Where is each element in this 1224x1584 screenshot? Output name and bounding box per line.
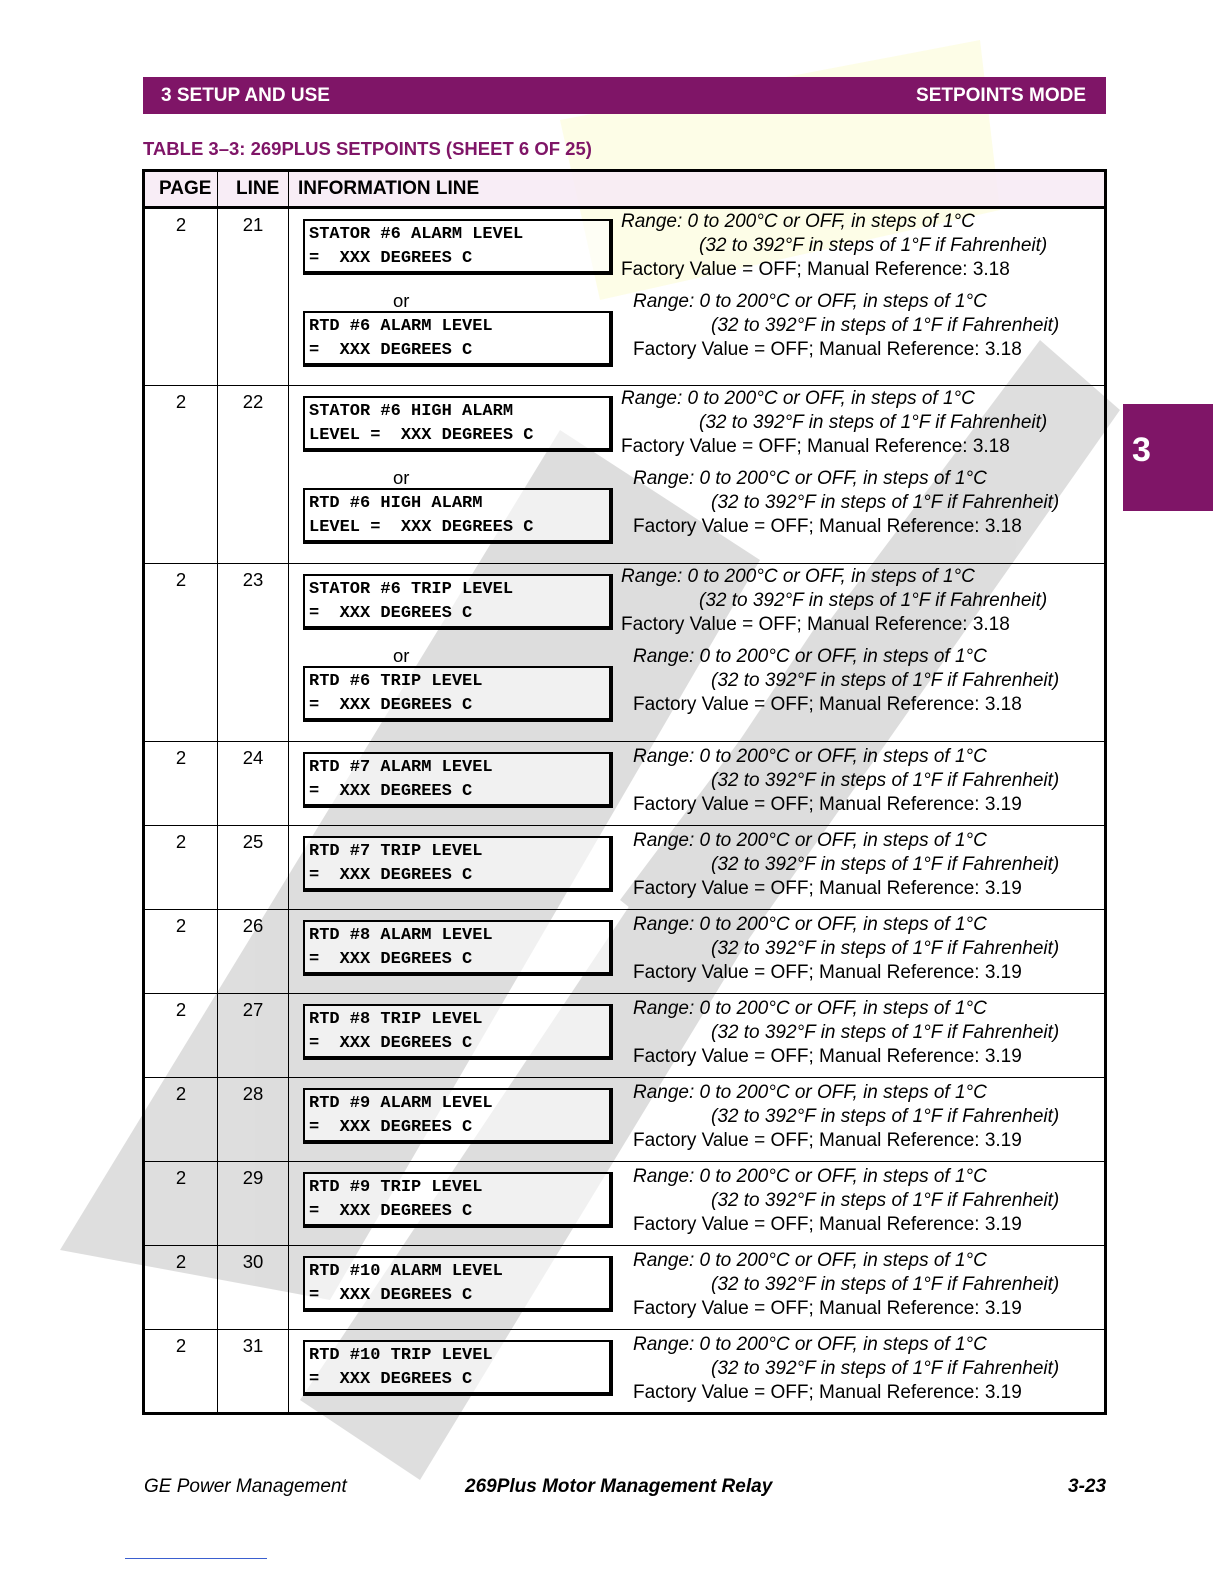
page-cell: 2 — [144, 994, 218, 1078]
fahrenheit-range-text: (32 to 392°F in steps of 1°F if Fahrenheit) — [711, 1106, 1060, 1127]
table-row — [144, 564, 1106, 742]
page-cell: 2 — [144, 386, 218, 564]
lcd-display-message — [303, 1088, 613, 1144]
lcd-line-1: RTD #10 TRIP LEVEL — [309, 1346, 493, 1365]
factory-value-text: Factory Value = OFF; Manual Reference: 3.18 — [621, 614, 1010, 635]
information-cell — [289, 742, 1106, 826]
setpoint-entry — [289, 646, 1104, 722]
lcd-line-1: RTD #8 TRIP LEVEL — [309, 1010, 483, 1029]
setpoint-entry — [289, 564, 1104, 637]
range-text: Range: 0 to 200°C or OFF, in steps of 1°C — [621, 388, 975, 409]
lcd-line-2: = XXX DEGREES C — [309, 1370, 473, 1389]
factory-value-text: Factory Value = OFF; Manual Reference: 3.19 — [633, 794, 1022, 815]
page-cell: 2 — [144, 1162, 218, 1246]
page-cell: 2 — [144, 208, 218, 386]
lcd-line-1: RTD #7 TRIP LEVEL — [309, 842, 483, 861]
information-cell — [289, 826, 1106, 910]
information-cell — [289, 994, 1106, 1078]
setpoint-description — [633, 1246, 1059, 1321]
information-cell — [289, 1246, 1106, 1330]
fahrenheit-range-text: (32 to 392°F in steps of 1°F if Fahrenheit) — [711, 770, 1060, 791]
setpoint-description — [633, 466, 1059, 539]
setpoint-entry — [289, 826, 1104, 901]
lcd-line-2: LEVEL = XXX DEGREES C — [309, 518, 534, 537]
information-cell — [289, 564, 1106, 742]
range-text: Range: 0 to 200°C or OFF, in steps of 1°C — [633, 830, 987, 851]
table-row — [144, 1162, 1106, 1246]
or-separator: or — [393, 290, 410, 311]
lcd-line-1: RTD #6 TRIP LEVEL — [309, 672, 483, 691]
table-row — [144, 994, 1106, 1078]
setpoint-entry — [289, 468, 1104, 544]
lcd-line-1: RTD #9 ALARM LEVEL — [309, 1094, 493, 1113]
factory-value-text: Factory Value = OFF; Manual Reference: 3.19 — [633, 1046, 1022, 1067]
lcd-line-1: RTD #7 ALARM LEVEL — [309, 758, 493, 777]
setpoint-description — [633, 644, 1059, 717]
fahrenheit-range-text: (32 to 392°F in steps of 1°F if Fahrenheit) — [711, 1358, 1060, 1379]
lcd-line-2: = XXX DEGREES C — [309, 866, 473, 885]
line-cell: 24 — [218, 742, 289, 826]
lcd-display-message — [303, 836, 613, 892]
table-row — [144, 826, 1106, 910]
lcd-line-2: = XXX DEGREES C — [309, 1034, 473, 1053]
lcd-line-1: RTD #6 ALARM LEVEL — [309, 317, 493, 336]
footer-company: GE Power Management — [144, 1476, 347, 1497]
range-text: Range: 0 to 200°C or OFF, in steps of 1°C — [633, 914, 987, 935]
column-header-line: LINE — [218, 171, 289, 208]
fahrenheit-range-text: (32 to 392°F in steps of 1°F if Fahrenheit) — [711, 492, 1060, 513]
lcd-display-message — [303, 920, 613, 976]
setpoint-entry — [289, 1162, 1104, 1237]
range-text: Range: 0 to 200°C or OFF, in steps of 1°C — [633, 1250, 987, 1271]
line-cell: 28 — [218, 1078, 289, 1162]
fahrenheit-range-text: (32 to 392°F in steps of 1°F if Fahrenheit) — [711, 315, 1060, 336]
factory-value-text: Factory Value = OFF; Manual Reference: 3.19 — [633, 1214, 1022, 1235]
setpoint-entry — [289, 1078, 1104, 1153]
lcd-display-message — [303, 666, 613, 722]
range-text: Range: 0 to 200°C or OFF, in steps of 1°C — [633, 291, 987, 312]
section-header-bar — [143, 77, 1106, 114]
factory-value-text: Factory Value = OFF; Manual Reference: 3.19 — [633, 962, 1022, 983]
line-cell: 29 — [218, 1162, 289, 1246]
information-cell — [289, 1330, 1106, 1414]
setpoint-description — [633, 1330, 1059, 1405]
lcd-line-2: = XXX DEGREES C — [309, 604, 473, 623]
fahrenheit-range-text: (32 to 392°F in steps of 1°F if Fahrenheit) — [711, 938, 1060, 959]
link-underline — [125, 1558, 267, 1559]
line-cell: 31 — [218, 1330, 289, 1414]
lcd-display-message — [303, 219, 613, 275]
lcd-display-message — [303, 752, 613, 808]
page-cell: 2 — [144, 910, 218, 994]
range-text: Range: 0 to 200°C or OFF, in steps of 1°C — [633, 998, 987, 1019]
lcd-line-2: = XXX DEGREES C — [309, 1202, 473, 1221]
column-header-info: INFORMATION LINE — [289, 171, 1106, 208]
setpoint-entry — [289, 291, 1104, 367]
range-text: Range: 0 to 200°C or OFF, in steps of 1°C — [633, 1082, 987, 1103]
setpoint-description — [633, 910, 1059, 985]
lcd-display-message — [303, 1340, 613, 1396]
setpoint-entry — [289, 910, 1104, 985]
lcd-line-2: = XXX DEGREES C — [309, 1286, 473, 1305]
setpoints-table — [142, 169, 1107, 1415]
section-title: 3 SETUP AND USE — [161, 84, 330, 106]
lcd-display-message — [303, 311, 613, 367]
setpoint-description — [621, 564, 1047, 637]
setpoint-description — [633, 1162, 1059, 1237]
footer-product: 269Plus Motor Management Relay — [465, 1476, 773, 1497]
lcd-display-message — [303, 396, 613, 452]
factory-value-text: Factory Value = OFF; Manual Reference: 3.18 — [633, 694, 1022, 715]
lcd-line-2: LEVEL = XXX DEGREES C — [309, 426, 534, 445]
factory-value-text: Factory Value = OFF; Manual Reference: 3.19 — [633, 1382, 1022, 1403]
table-row — [144, 208, 1106, 386]
table-row — [144, 386, 1106, 564]
information-cell — [289, 208, 1106, 386]
lcd-line-1: STATOR #6 TRIP LEVEL — [309, 580, 514, 599]
range-text: Range: 0 to 200°C or OFF, in steps of 1°C — [633, 468, 987, 489]
lcd-line-1: RTD #6 HIGH ALARM — [309, 494, 483, 513]
setpoint-description — [633, 994, 1059, 1069]
page-cell: 2 — [144, 1330, 218, 1414]
lcd-line-1: RTD #10 ALARM LEVEL — [309, 1262, 503, 1281]
fahrenheit-range-text: (32 to 392°F in steps of 1°F if Fahrenheit) — [699, 235, 1048, 256]
chapter-tab: 3 — [1123, 404, 1213, 511]
setpoint-description — [633, 826, 1059, 901]
line-cell: 22 — [218, 386, 289, 564]
page-cell: 2 — [144, 1246, 218, 1330]
setpoint-entry — [289, 994, 1104, 1069]
fahrenheit-range-text: (32 to 392°F in steps of 1°F if Fahrenheit) — [711, 670, 1060, 691]
lcd-display-message — [303, 1172, 613, 1228]
fahrenheit-range-text: (32 to 392°F in steps of 1°F if Fahrenheit) — [699, 590, 1048, 611]
page-cell: 2 — [144, 826, 218, 910]
line-cell: 30 — [218, 1246, 289, 1330]
fahrenheit-range-text: (32 to 392°F in steps of 1°F if Fahrenheit) — [699, 412, 1048, 433]
line-cell: 21 — [218, 208, 289, 386]
line-cell: 23 — [218, 564, 289, 742]
line-cell: 25 — [218, 826, 289, 910]
line-cell: 27 — [218, 994, 289, 1078]
table-row — [144, 1330, 1106, 1414]
lcd-line-2: = XXX DEGREES C — [309, 782, 473, 801]
lcd-line-1: STATOR #6 HIGH ALARM — [309, 402, 514, 421]
factory-value-text: Factory Value = OFF; Manual Reference: 3.18 — [621, 436, 1010, 457]
page-cell: 2 — [144, 742, 218, 826]
table-row — [144, 1246, 1106, 1330]
range-text: Range: 0 to 200°C or OFF, in steps of 1°C — [633, 1334, 987, 1355]
mode-title: SETPOINTS MODE — [916, 84, 1086, 106]
information-cell — [289, 1078, 1106, 1162]
lcd-line-2: = XXX DEGREES C — [309, 249, 473, 268]
information-cell — [289, 910, 1106, 994]
information-cell — [289, 386, 1106, 564]
factory-value-text: Factory Value = OFF; Manual Reference: 3.19 — [633, 878, 1022, 899]
range-text: Range: 0 to 200°C or OFF, in steps of 1°C — [621, 566, 975, 587]
lcd-line-1: STATOR #6 ALARM LEVEL — [309, 225, 524, 244]
setpoint-description — [633, 1078, 1059, 1153]
fahrenheit-range-text: (32 to 392°F in steps of 1°F if Fahrenheit) — [711, 1274, 1060, 1295]
lcd-line-2: = XXX DEGREES C — [309, 1118, 473, 1137]
setpoint-entry — [289, 742, 1104, 817]
lcd-display-message — [303, 1256, 613, 1312]
fahrenheit-range-text: (32 to 392°F in steps of 1°F if Fahrenheit) — [711, 1190, 1060, 1211]
line-cell: 26 — [218, 910, 289, 994]
lcd-line-1: RTD #8 ALARM LEVEL — [309, 926, 493, 945]
setpoint-description — [621, 209, 1047, 282]
fahrenheit-range-text: (32 to 392°F in steps of 1°F if Fahrenheit) — [711, 1022, 1060, 1043]
factory-value-text: Factory Value = OFF; Manual Reference: 3.19 — [633, 1130, 1022, 1151]
factory-value-text: Factory Value = OFF; Manual Reference: 3.18 — [633, 516, 1022, 537]
factory-value-text: Factory Value = OFF; Manual Reference: 3.18 — [621, 259, 1010, 280]
lcd-display-message — [303, 574, 613, 630]
table-row — [144, 910, 1106, 994]
lcd-line-2: = XXX DEGREES C — [309, 341, 473, 360]
range-text: Range: 0 to 200°C or OFF, in steps of 1°C — [633, 746, 987, 767]
footer-page-number: 3-23 — [1068, 1476, 1107, 1497]
setpoint-entry — [289, 386, 1104, 459]
table-row — [144, 742, 1106, 826]
setpoint-description — [621, 386, 1047, 459]
lcd-line-2: = XXX DEGREES C — [309, 696, 473, 715]
lcd-line-1: RTD #9 TRIP LEVEL — [309, 1178, 483, 1197]
range-text: Range: 0 to 200°C or OFF, in steps of 1°C — [633, 1166, 987, 1187]
table-row — [144, 1078, 1106, 1162]
setpoint-description — [633, 289, 1059, 362]
lcd-display-message — [303, 1004, 613, 1060]
setpoint-entry — [289, 1246, 1104, 1321]
lcd-display-message — [303, 488, 613, 544]
range-text: Range: 0 to 200°C or OFF, in steps of 1°C — [633, 646, 987, 667]
page-cell: 2 — [144, 564, 218, 742]
factory-value-text: Factory Value = OFF; Manual Reference: 3.18 — [633, 339, 1022, 360]
setpoint-description — [633, 742, 1059, 817]
or-separator: or — [393, 467, 410, 488]
table-title: TABLE 3–3: 269PLUS SETPOINTS (SHEET 6 OF 25) — [143, 138, 592, 159]
setpoint-entry — [289, 1330, 1104, 1405]
lcd-line-2: = XXX DEGREES C — [309, 950, 473, 969]
page-cell: 2 — [144, 1078, 218, 1162]
range-text: Range: 0 to 200°C or OFF, in steps of 1°C — [621, 211, 975, 232]
factory-value-text: Factory Value = OFF; Manual Reference: 3.19 — [633, 1298, 1022, 1319]
information-cell — [289, 1162, 1106, 1246]
or-separator: or — [393, 645, 410, 666]
column-header-page: PAGE — [144, 171, 218, 208]
fahrenheit-range-text: (32 to 392°F in steps of 1°F if Fahrenheit) — [711, 854, 1060, 875]
setpoint-entry — [289, 209, 1104, 282]
